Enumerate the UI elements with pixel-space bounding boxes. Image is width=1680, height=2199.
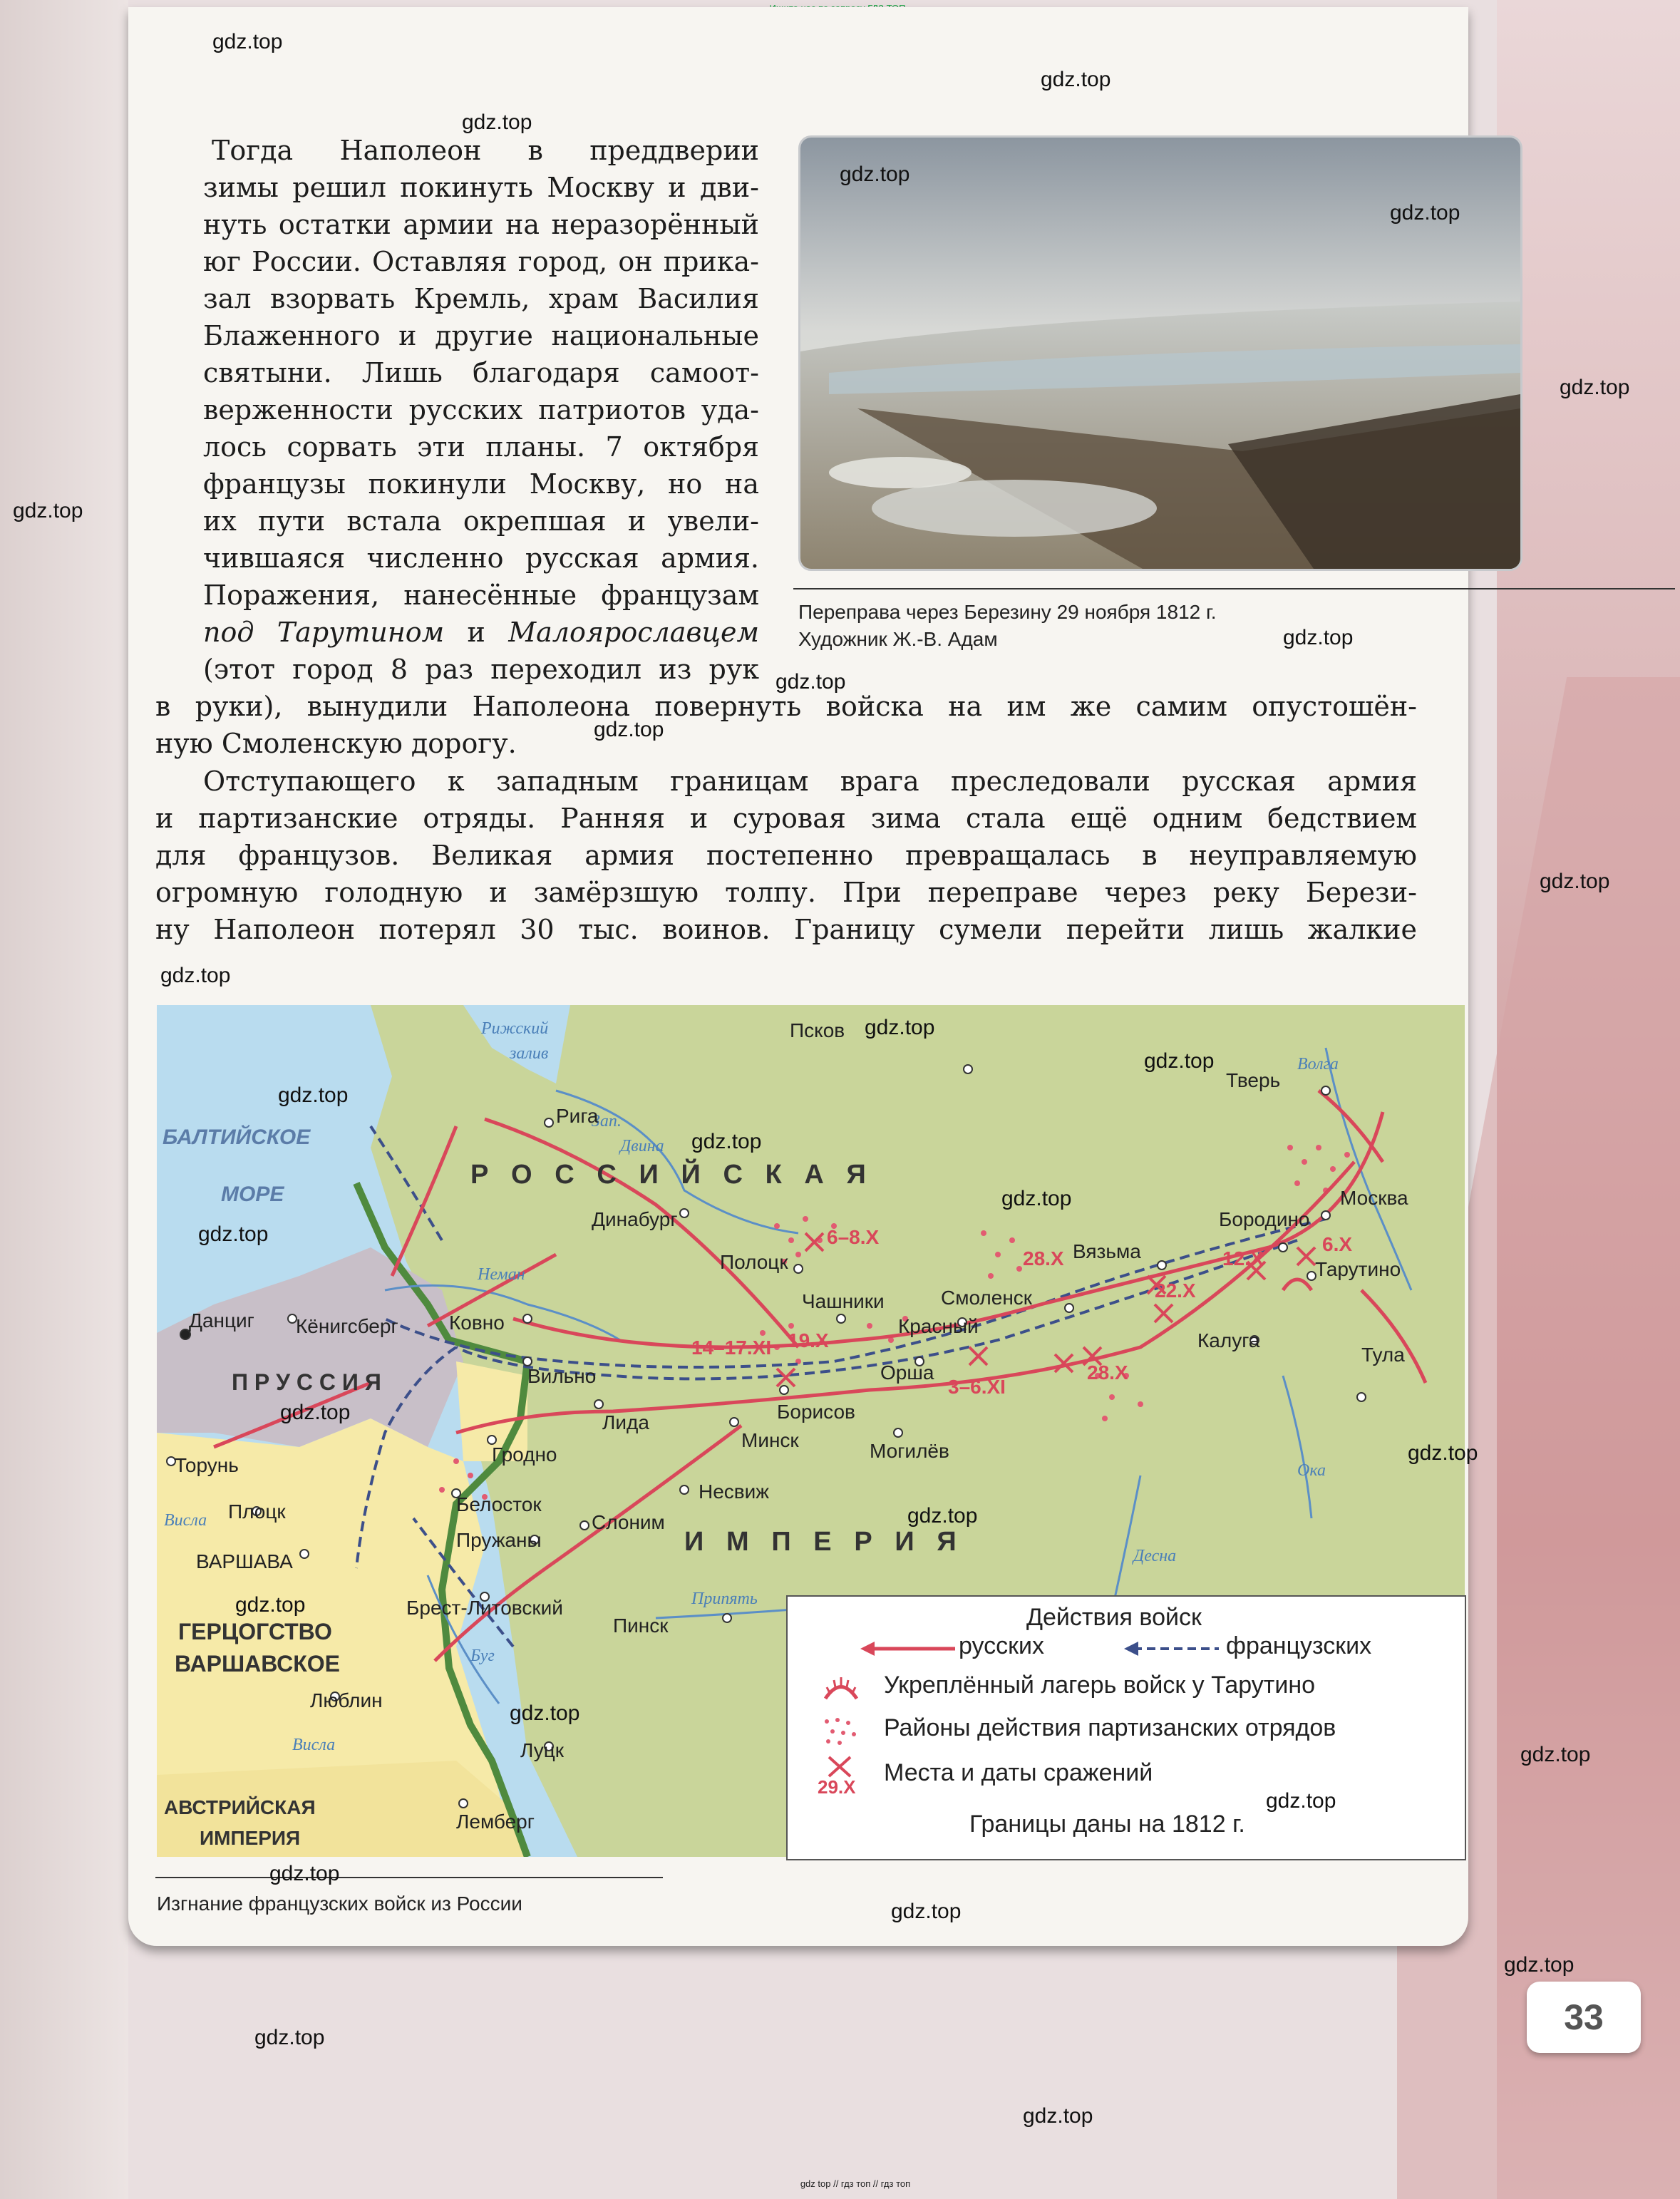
city-label: Кёнигсберг (296, 1315, 398, 1337)
watermark-text: gdz.top (278, 1083, 349, 1107)
watermark-text: gdz.top (891, 1900, 962, 1923)
battle-date: 12.X (1222, 1247, 1264, 1270)
text-line: огромную голодную и замёрзшую толпу. При переправе через реку Берези- (155, 877, 1417, 908)
watermark-text: gdz.top (198, 1222, 269, 1246)
map-label-sea: МОРЕ (221, 1183, 284, 1206)
city-label: Белосток (456, 1493, 542, 1515)
map-label-duchy: ГЕРЦОГСТВО (178, 1619, 332, 1644)
legend-camp: Укреплённый лагерь войск у Тарутино (884, 1672, 1316, 1699)
watermark-text: gdz.top (254, 2026, 325, 2049)
map-caption-rule (155, 1877, 663, 1878)
map-label-russia: Р О С С И Й С К А Я (470, 1160, 866, 1190)
italic-place: Малоярославцем (508, 617, 759, 648)
watermark-text: gdz.top (1540, 870, 1610, 893)
city-label: Тарутино (1315, 1258, 1401, 1280)
city-label: Псков (790, 1019, 845, 1041)
french-arrow-icon (1123, 1638, 1222, 1659)
watermark-text: gdz.top (594, 718, 664, 741)
watermark-text: gdz.top (1560, 376, 1630, 399)
city-label: Вязьма (1073, 1240, 1141, 1262)
city-label: Луцк (520, 1739, 564, 1761)
city-label: Бородино (1219, 1208, 1310, 1230)
city-label: Люблин (310, 1689, 383, 1711)
text-line: верженности русских патриотов уда- (203, 394, 759, 426)
text-line: нуть остатки армии на неразорённый (203, 209, 759, 240)
map-label-water: Ока (1297, 1461, 1326, 1480)
text-line: ную Смоленскую дорогу. (155, 728, 517, 759)
map-label-water: залив (510, 1044, 549, 1063)
watermark-text: gdz.top (691, 1130, 762, 1153)
battle-date: 28.X (1087, 1361, 1128, 1384)
text-line: Отступающего к западным границам врага преследовали русская армия (203, 766, 1417, 797)
watermark-text: gdz.top (13, 499, 83, 522)
text-line: Тогда Наполеон в преддверии (212, 135, 759, 166)
map-label-russia: И М П Е Р И Я (684, 1527, 957, 1557)
watermark-text: gdz.top (235, 1593, 306, 1617)
watermark-text: gdz.top (1266, 1789, 1336, 1813)
text-line: французы покинули Москву, но на (203, 468, 759, 500)
city-label: Москва (1340, 1187, 1408, 1209)
battle-cross-icon (823, 1753, 859, 1778)
watermark-text: gdz.top (1144, 1049, 1215, 1073)
city-label: Тверь (1226, 1069, 1281, 1091)
map-label-water: Висла (292, 1736, 336, 1754)
map-label-water: Висла (164, 1511, 207, 1530)
city-label: Слоним (592, 1511, 665, 1533)
text-line: лось сорвать эти планы. 7 октября (203, 431, 759, 463)
city-label: Динабург (592, 1208, 678, 1230)
map-label-water: Двина (620, 1137, 664, 1155)
city-label: ВАРШАВА (196, 1550, 293, 1572)
text-line: в руки), вынудили Наполеона повернуть войска на им же самим опустошён- (155, 691, 1417, 722)
city-label: Красный (898, 1315, 979, 1337)
text-line: Блаженного и другие национальные (203, 320, 759, 351)
map-label-sea: БАЛТИЙСКОЕ (163, 1126, 311, 1149)
battle-date: 22.X (1155, 1279, 1196, 1302)
watermark-text: gdz.top (269, 1862, 340, 1885)
watermark-text: gdz.top (865, 1016, 935, 1039)
city-label: Орша (880, 1361, 934, 1384)
watermark-text: gdz.top (1390, 201, 1460, 225)
map-caption: Изгнание французских войск из России (157, 1892, 522, 1915)
text-line: юг России. Оставляя город, он прика- (203, 246, 759, 277)
map-label-water: Буг (470, 1647, 495, 1665)
caption-rule (793, 588, 1675, 589)
text-line: зал взорвать Кремль, храм Василия (203, 283, 759, 314)
city-label: Чашники (802, 1290, 885, 1312)
camp-icon (820, 1672, 862, 1704)
text-line: для французов. Великая армия постепенно превращалась в неуправляемую (155, 840, 1417, 871)
city-label: Плоцк (228, 1500, 286, 1523)
partisan-dots-icon (820, 1714, 862, 1746)
watermark-text: gdz.top (1283, 626, 1354, 649)
map-label-water: Волга (1297, 1055, 1339, 1073)
legend-battle-sample: 29.X (818, 1776, 856, 1798)
text-line: святыни. Лишь благодаря самоот- (203, 357, 759, 388)
russian-arrow-icon (859, 1638, 959, 1659)
watermark-text: gdz.top (1520, 1743, 1591, 1766)
map-label-water: Рижский (481, 1019, 549, 1038)
paragraph-1 (203, 132, 759, 688)
watermark-text: gdz.top (1001, 1187, 1072, 1210)
city-label: Полоцк (720, 1251, 788, 1273)
italic-place: под Тарутином (203, 617, 445, 648)
city-label: Брест-Литовский (406, 1597, 563, 1619)
city-label: Несвиж (699, 1480, 770, 1503)
watermark-text: gdz.top (1408, 1441, 1478, 1465)
city-label: Данциг (189, 1309, 254, 1332)
city-label: Пружаны (456, 1529, 542, 1551)
watermark-text: gdz.top (1023, 2104, 1093, 2128)
map-label-austria: ИМПЕРИЯ (200, 1827, 301, 1849)
paragraph-1-continued (155, 688, 1417, 762)
page-number: 33 (1527, 1982, 1641, 2053)
city-label: Гродно (492, 1443, 557, 1466)
map-label-austria: АВСТРИЙСКАЯ (164, 1796, 316, 1818)
map-label-water: Десна (1133, 1547, 1177, 1565)
watermark-text: gdz.top (280, 1401, 351, 1424)
legend-borders: Границы даны на 1812 г. (969, 1811, 1245, 1838)
city-label: Смоленск (941, 1287, 1033, 1309)
city-label: Могилёв (870, 1440, 949, 1462)
legend-french: французских (1226, 1632, 1372, 1659)
painting-caption: Переправа через Березину 29 ноября 1812 г. Художник Ж.-В. Адам (798, 601, 1217, 650)
city-label: Пинск (613, 1615, 669, 1637)
watermark-text: gdz.top (160, 964, 231, 987)
city-label: Минск (741, 1429, 799, 1451)
city-label: Тула (1361, 1344, 1405, 1366)
map-legend (786, 1595, 1466, 1860)
battle-date: 6.X (1322, 1233, 1353, 1255)
watermark-text: gdz.top (462, 110, 532, 134)
watermark-text: gdz.top (907, 1504, 978, 1528)
text-line: (этот город 8 раз переходил из рук (203, 654, 759, 685)
city-label: Ковно (449, 1312, 505, 1334)
map-label-water: Припять (691, 1590, 758, 1608)
city-label: Калуга (1197, 1329, 1260, 1351)
text-line: чившаяся численно русская армия. (203, 542, 759, 574)
legend-battles: Места и даты сражений (884, 1759, 1153, 1786)
watermark-text: gdz.top (1504, 1953, 1575, 1977)
battle-date: 19.X (788, 1329, 829, 1351)
city-label: Борисов (777, 1401, 855, 1423)
watermark-text: gdz.top (775, 670, 846, 694)
footer-note: gdz top // гдз топ // гдз топ (800, 2178, 911, 2189)
battle-date: 28.X (1023, 1247, 1064, 1270)
watermark-text: gdz.top (840, 163, 910, 186)
city-label: Вильно (527, 1365, 597, 1387)
text-line: и партизанские отряды. Ранняя и суровая зима стала ещё одним бедствием (155, 803, 1417, 834)
paragraph-2 (155, 763, 1417, 948)
text-line: Поражения, нанесённые французам (203, 580, 759, 611)
city-label: Лида (602, 1411, 649, 1433)
watermark-text: gdz.top (1041, 68, 1111, 91)
city-label: Лемберг (456, 1811, 535, 1833)
map-label-prussia: П Р У С С И Я (232, 1369, 381, 1395)
city-label: Торунь (175, 1454, 239, 1476)
city-label: Рига (556, 1105, 599, 1127)
legend-title: Действия войск (1026, 1604, 1202, 1631)
watermark-text: gdz.top (212, 30, 283, 53)
battle-date: 6–8.X (827, 1226, 880, 1248)
page-left-margin (0, 0, 128, 2199)
text-line: под Тарутином и Малоярославцем (203, 617, 759, 648)
text-line: их пути встала окрепшая и увели- (203, 505, 759, 537)
text-line: ну Наполеон потерял 30 тыс. воинов. Границу сумели перейти лишь жалкие (155, 914, 1417, 945)
map-label-duchy: ВАРШАВСКОЕ (175, 1651, 340, 1677)
watermark-text: gdz.top (510, 1701, 580, 1725)
legend-russian: русских (959, 1632, 1045, 1659)
text-line: зимы решил покинуть Москву и дви- (203, 172, 759, 203)
battle-date: 3–6.XI (948, 1376, 1006, 1398)
map-label-water: Неман (478, 1265, 525, 1284)
legend-partisans: Районы действия партизанских отрядов (884, 1714, 1336, 1741)
battle-date: 14–17.XI (691, 1337, 772, 1359)
map-label-water: Зап. (592, 1112, 622, 1131)
